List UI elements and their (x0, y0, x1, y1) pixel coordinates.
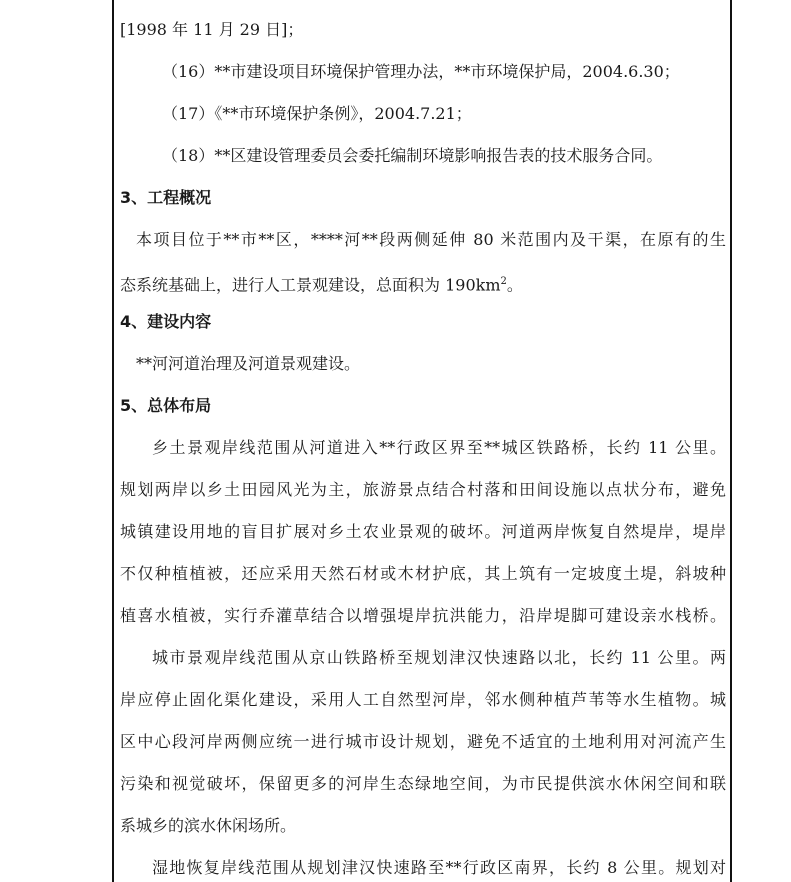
reference-16: （16）**市建设项目环境保护管理办法，**市环境保护局，2004.6.30； (162, 62, 680, 81)
section-5-p1-line-1: 乡土景观岸线范围从河道进入**行政区界至**城区铁路桥，长约 11 公里。 (152, 438, 726, 457)
section-5-p1-line-5: 植喜水植被，实行乔灌草结合以增强堤岸抗洪能力，沿岸堤脚可建设亲水栈桥。 (120, 606, 726, 625)
section-5-heading: 5、总体布局 (120, 396, 212, 415)
section-3-line-1: 本项目位于**市**区，****河**段两侧延伸 80 米范围内及干渠，在原有的生 (136, 230, 726, 249)
section-3-line-2-end: 。 (506, 275, 523, 295)
superscript-2: 2 (500, 276, 507, 287)
section-3-line-2-text: 态系统基础上，进行人工景观建设，总面积为 190km (120, 275, 501, 295)
section-3-heading: 3、工程概况 (120, 188, 212, 207)
section-4-line-1: **河河道治理及河道景观建设。 (136, 354, 361, 373)
section-5-p2-line-3: 区中心段河岸两侧应统一进行城市设计规划，避免不适宜的土地利用对河流产生 (120, 732, 726, 751)
section-4-heading: 4、建设内容 (120, 312, 212, 331)
section-3-line-2 (120, 272, 523, 295)
section-5-p2-line-4: 污染和视觉破坏，保留更多的河岸生态绿地空间，为市民提供滨水休闲空间和联 (120, 774, 726, 793)
section-5-p1-line-4: 不仅种植植被，还应采用天然石材或木材护底，其上筑有一定坡度土堤，斜坡种 (120, 564, 726, 583)
reference-17: （17）《**市环境保护条例》，2004.7.21； (162, 104, 472, 123)
table-border-right (730, 0, 732, 882)
section-5-p3-line-1: 湿地恢复岸线范围从规划津汉快速路至**行政区南界，长约 8 公里。规划对 (152, 858, 726, 877)
section-5-p1-line-3: 城镇建设用地的盲目扩展对乡土农业景观的破坏。河道两岸恢复自然堤岸，堤岸 (120, 522, 726, 541)
reference-15-tail: [1998 年 11 月 29 日]； (120, 20, 304, 39)
section-5-p2-line-2: 岸应停止固化渠化建设，采用人工自然型河岸，邻水侧种植芦苇等水生植物。城 (120, 690, 726, 709)
section-5-p1-line-2: 规划两岸以乡土田园风光为主，旅游景点结合村落和田间设施以点状分布，避免 (120, 480, 726, 499)
section-5-p2-line-1: 城市景观岸线范围从京山铁路桥至规划津汉快速路以北，长约 11 公里。两 (152, 648, 726, 667)
table-border-left (112, 0, 114, 882)
reference-18: （18）**区建设管理委员会委托编制环境影响报告表的技术服务合同。 (162, 146, 663, 165)
section-5-p2-line-5: 系城乡的滨水休闲场所。 (120, 816, 297, 835)
